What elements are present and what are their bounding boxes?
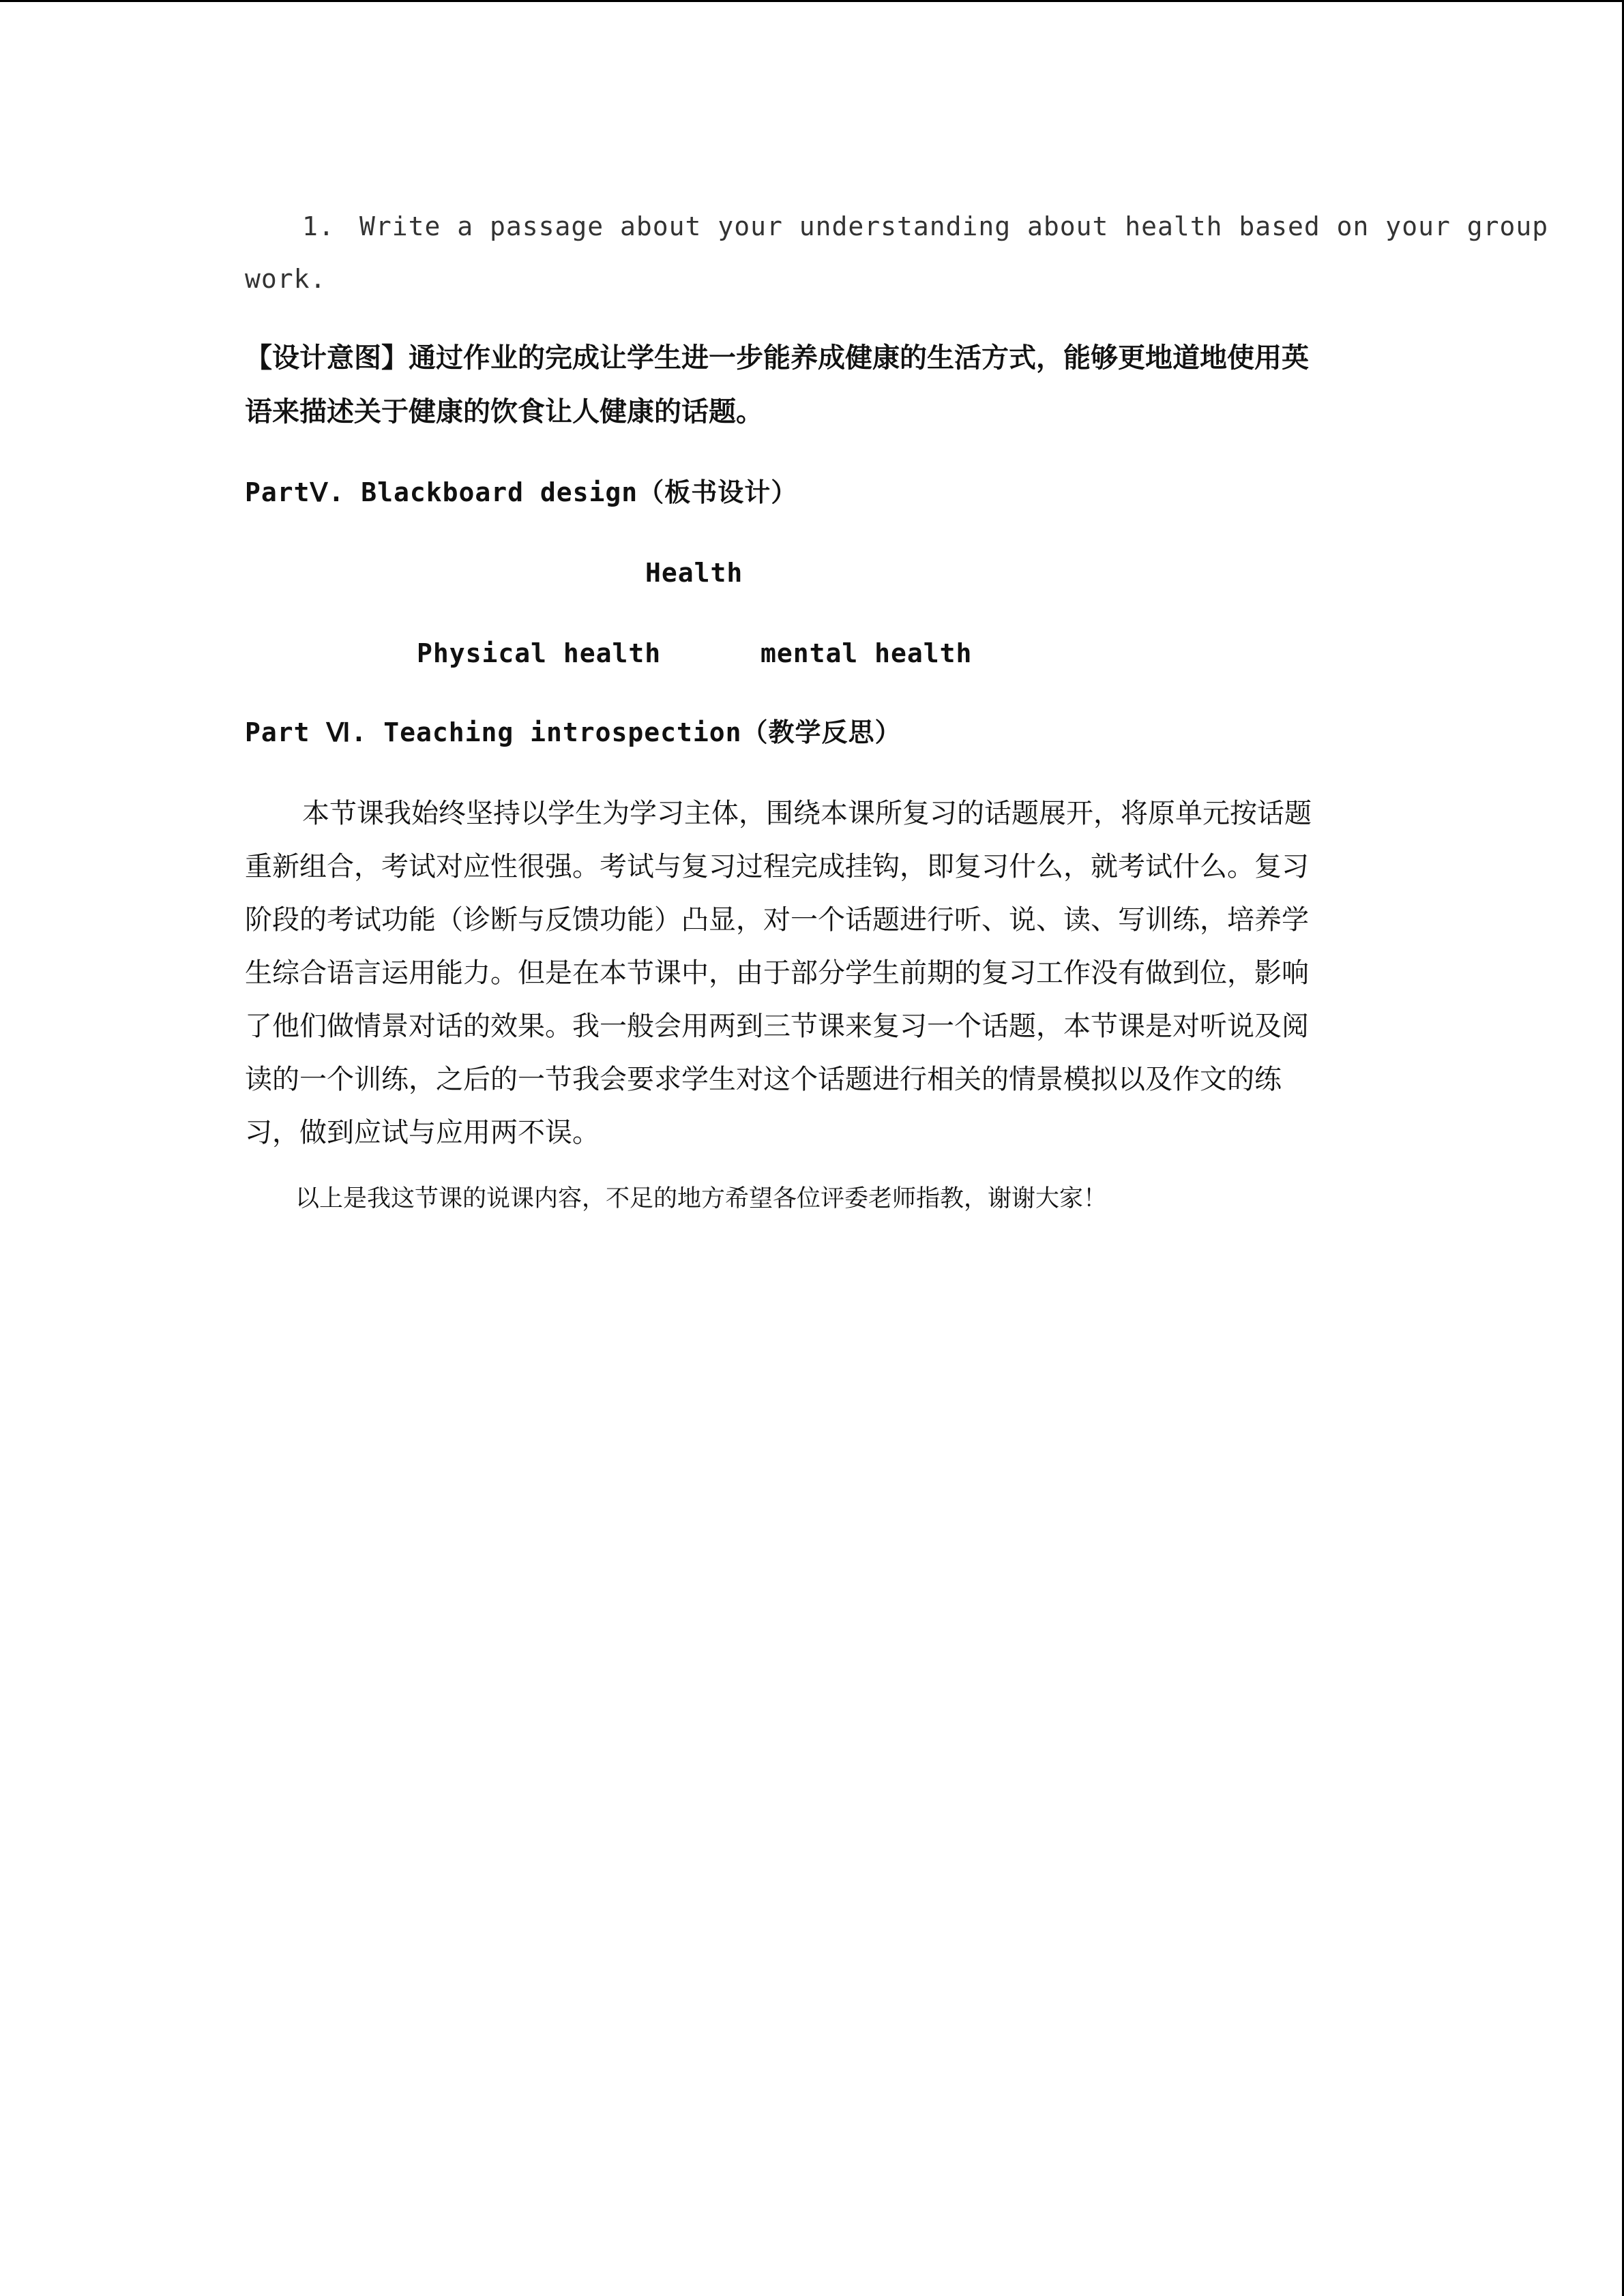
blackboard-right-branch: mental health xyxy=(761,638,973,668)
design-intent-line-1: 【设计意图】通过作业的完成让学生进一步能养成健康的生活方式，能够更地道地使用英 xyxy=(245,342,1309,374)
reflection-line: 习，做到应试与应用两不误。 xyxy=(245,1117,600,1148)
reflection-line: 了他们做情景对话的效果。我一般会用两到三节课来复习一个话题，本节课是对听说及阅 xyxy=(245,1011,1309,1042)
reflection-line: 阶段的考试功能（诊断与反馈功能）凸显，对一个话题进行听、说、读、写训练，培养学 xyxy=(245,904,1309,936)
blackboard-title: Health xyxy=(645,558,743,588)
homework-item-number: 1. xyxy=(302,211,335,241)
homework-line-1: Write a passage about your understanding about health based on your group xyxy=(359,211,1549,241)
part-6-heading: Part Ⅵ. Teaching introspection（教学反思） xyxy=(245,717,902,747)
closing-remark: 以上是我这节课的说课内容，不足的地方希望各位评委老师指教，谢谢大家！ xyxy=(295,1185,1108,1212)
blackboard-left-branch: Physical health xyxy=(417,638,662,668)
design-intent-line-2: 语来描述关于健康的饮食让人健康的话题。 xyxy=(245,396,763,428)
reflection-line: 本节课我始终坚持以学生为学习主体，围绕本课所复习的话题展开，将原单元按话题 xyxy=(302,798,1312,829)
part-5-heading: PartⅤ. Blackboard design（板书设计） xyxy=(245,477,798,507)
reflection-line: 读的一个训练，之后的一节我会要求学生对这个话题进行相关的情景模拟以及作文的练 xyxy=(245,1064,1282,1095)
homework-line-2: work. xyxy=(245,264,327,294)
reflection-line: 重新组合，考试对应性很强。考试与复习过程完成挂钩，即复习什么，就考试什么。复习 xyxy=(245,851,1309,882)
reflection-line: 生综合语言运用能力。但是在本节课中，由于部分学生前期的复习工作没有做到位，影响 xyxy=(245,957,1309,989)
